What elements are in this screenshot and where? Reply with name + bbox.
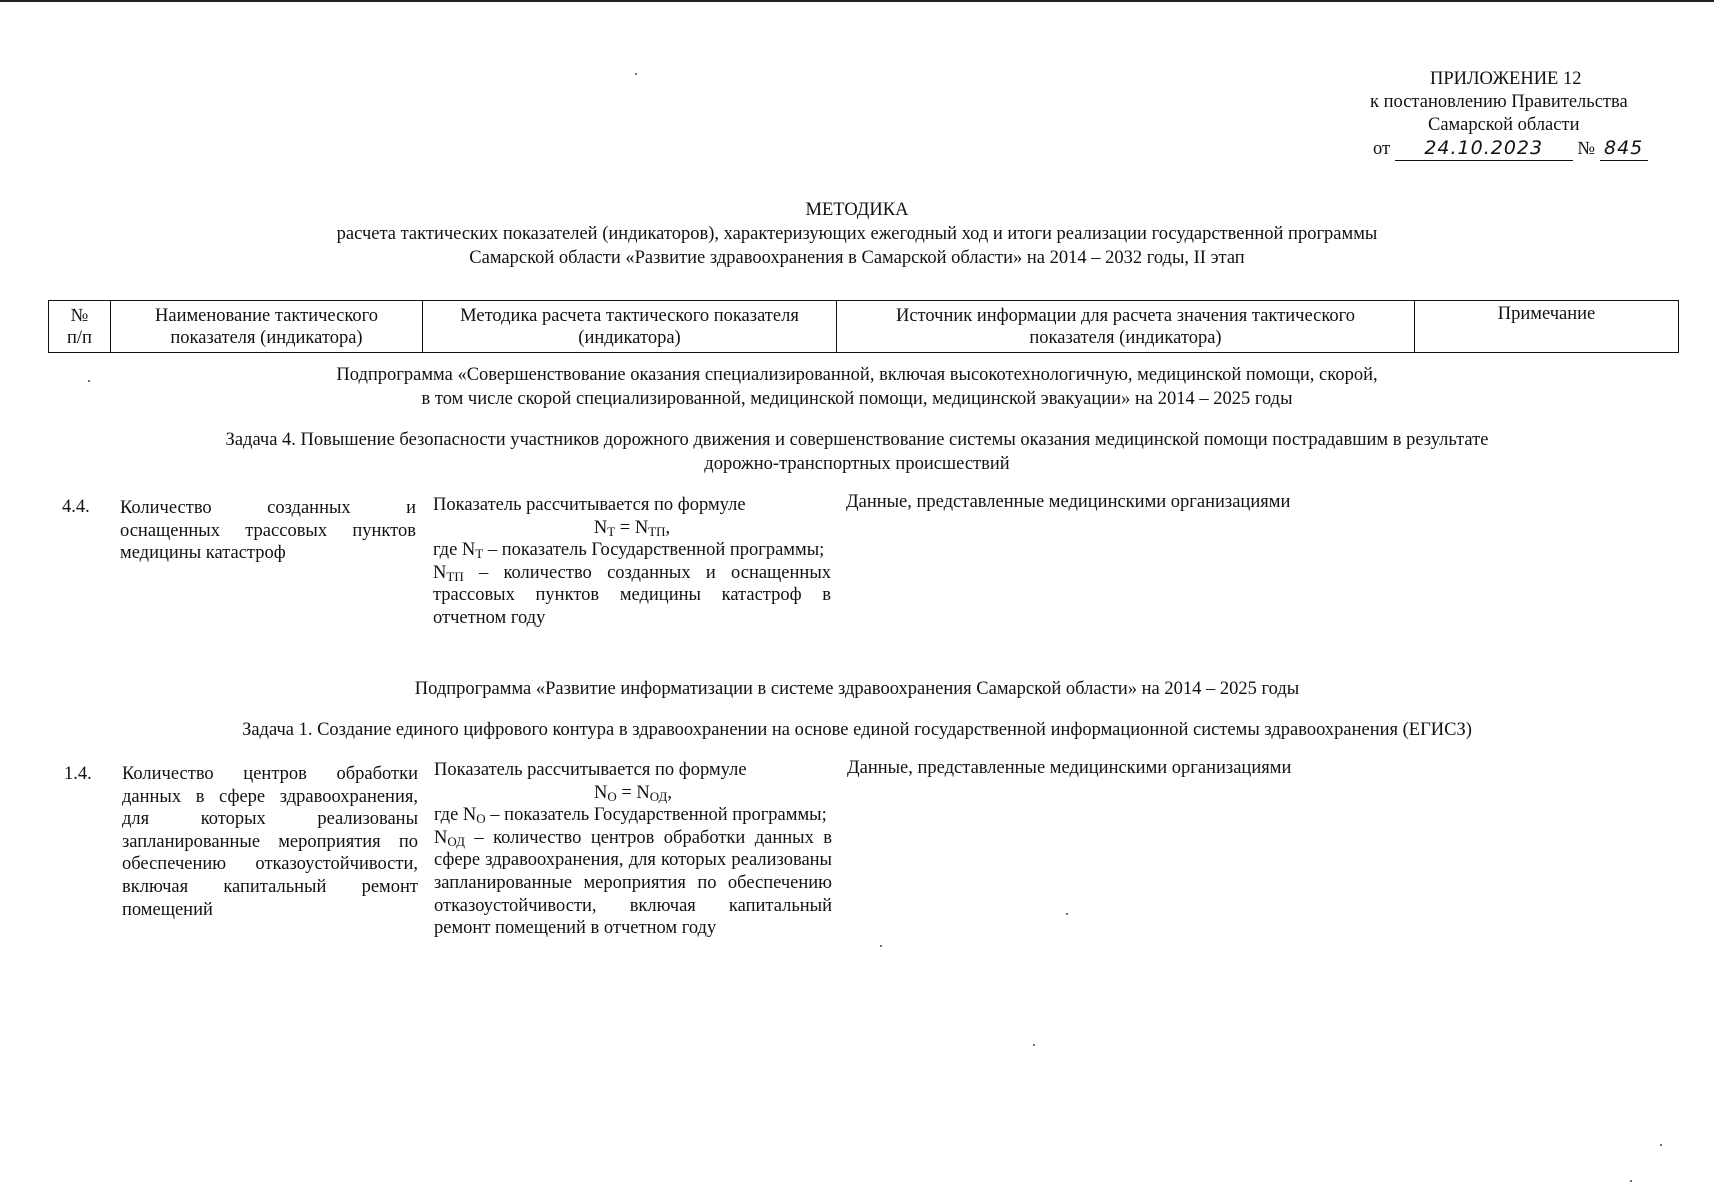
- handwritten-number: 845: [1600, 137, 1648, 161]
- scan-top-edge: [0, 0, 1714, 2]
- title-heading: МЕТОДИКА: [805, 200, 909, 220]
- row-1-4-method-intro: Показатель рассчитывается по формуле: [434, 760, 747, 780]
- handwritten-date: 24.10.2023: [1395, 137, 1573, 161]
- subprogram-1-heading: Подпрограмма «Совершенствование оказания специализированной, включая высокотехнологичную, медицинской помощи, скорой, в том числе скорой специализированной, медицинской помощи, медицинской эвакуации» на 2014 – 2025 годы: [336, 365, 1378, 409]
- scan-speck: [1660, 1144, 1662, 1146]
- row-4-4-method-intro: Показатель рассчитывается по формуле: [433, 495, 746, 515]
- task-4-heading: Задача 4. Повышение безопасности участников дорожного движения и совершенствование системы оказания медицинской помощи пострадавшим в результате дорожно-транспортных происшествий: [225, 430, 1489, 474]
- scan-speck: [1630, 1180, 1632, 1182]
- scan-speck: [880, 945, 882, 947]
- scan-speck: [88, 380, 90, 382]
- title-line-2: Самарской области «Развитие здравоохранения в Самарской области» на 2014 – 2032 годы, II этап: [469, 248, 1245, 268]
- row-1-4-formula: $N_О = N_{ОД}$,: [593, 782, 673, 804]
- header-col-note: Примечание: [1415, 301, 1679, 353]
- row-4-4-def-1: где $N_Т$ – показатель Государственной программы;: [433, 540, 825, 562]
- title-line-1: расчета тактических показателей (индикаторов), характеризующих ежегодный ход и итоги реализации государственной программы: [336, 224, 1378, 244]
- number-prefix: №: [1577, 139, 1595, 159]
- date-prefix: от: [1373, 139, 1391, 159]
- scan-speck: [635, 73, 637, 75]
- header-col-method: Методика расчета тактического показателя (индикатора): [423, 301, 837, 353]
- row-1-4-source: Данные, представленные медицинскими организациями: [847, 758, 1292, 778]
- scan-speck: [1066, 913, 1068, 915]
- header-col-name: Наименование тактического показателя (индикатора): [111, 301, 423, 353]
- row-4-4-method: [433, 494, 831, 630]
- row-4-4-name: Количество созданных и оснащенных трассовых пунктов медицины катастроф: [120, 498, 416, 564]
- appendix-date-line: [1300, 137, 1714, 161]
- row-1-4-def-1: где $N_О$ – показатель Государственной программы;: [434, 805, 827, 827]
- row-1-4-name: Количество центров обработки данных в сфере здравоохранения, для которых реализованы запланированные мероприятия по обеспечению отказоустойчивости, включая капитальный ремонт помещений: [122, 764, 418, 920]
- appendix-header: [1300, 68, 1714, 161]
- row-1-4-number: 1.4.: [64, 764, 92, 784]
- row-4-4-def-2: $N_{ТП}$ – количество созданных и оснащенных трассовых пунктов медицины катастроф в отчетном году: [433, 562, 831, 628]
- row-1-4-method: [434, 759, 832, 940]
- appendix-region: Самарской области: [1428, 115, 1580, 135]
- document-title: [0, 198, 1714, 270]
- header-col-number: № п/п: [49, 301, 111, 353]
- table-header: [48, 300, 1678, 353]
- header-col-source: Источник информации для расчета значения тактического показателя (индикатора): [837, 301, 1415, 353]
- task-1-heading: Задача 1. Создание единого цифрового контура в здравоохранении на основе единой государственной информационной системы здравоохранения (ЕГИСЗ): [242, 720, 1472, 740]
- row-4-4-source: Данные, представленные медицинскими организациями: [846, 492, 1291, 512]
- row-4-4-number: 4.4.: [62, 497, 90, 517]
- subprogram-2-heading: Подпрограмма «Развитие информатизации в системе здравоохранения Самарской области» на 2014 – 2025 годы: [414, 679, 1300, 699]
- row-4-4-formula: $N_Т = N_{ТП}$,: [593, 517, 671, 539]
- appendix-title: ПРИЛОЖЕНИЕ 12: [1430, 69, 1582, 89]
- appendix-resolution: к постановлению Правительства: [1370, 92, 1628, 112]
- scan-speck: [1033, 1044, 1035, 1046]
- row-1-4-def-2: $N_{ОД}$ – количество центров обработки данных в сфере здравоохранения, для которых реализованы запланированные мероприятия по обеспечению отказоустойчивости, включая капитальный ремонт помещений в отчетном году: [434, 827, 832, 939]
